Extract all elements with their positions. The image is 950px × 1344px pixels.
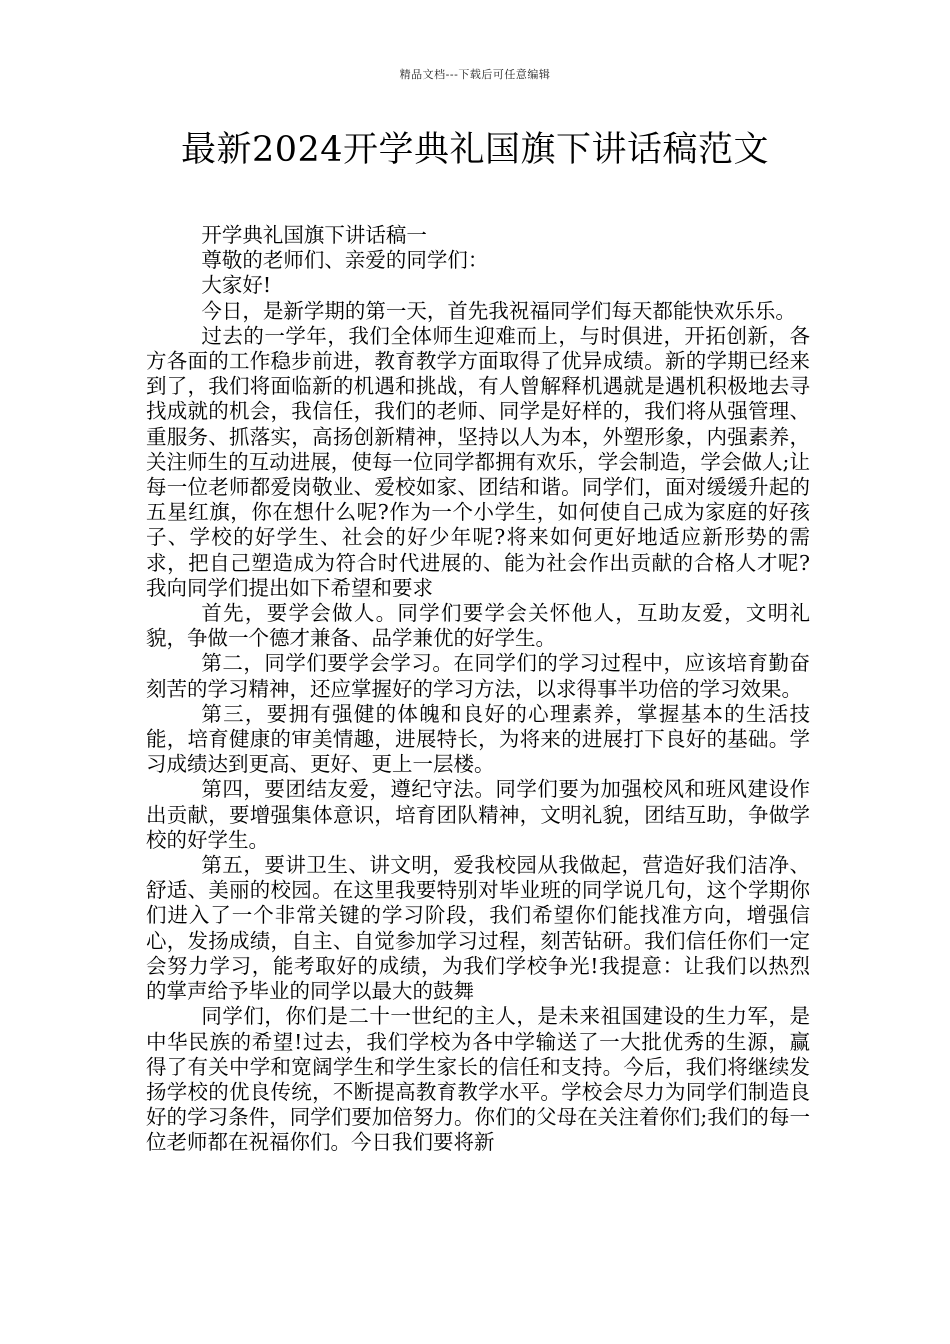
paragraph: 首先，要学会做人。同学们要学会关怀他人，互助友爱，文明礼貌，争做一个德才兼备、品学兼优的好学生。 [146,601,810,651]
document-body [146,223,810,1156]
paragraph: 第五，要讲卫生、讲文明，爱我校园从我做起，营造好我们洁净、舒适、美丽的校园。在这里我要特别对毕业班的同学说几句，这个学期你们进入了一个非常关键的学习阶段，我们希望你们能找准方向，增强信心，发扬成绩，自主、自觉参加学习过程，刻苦钻研。我们信任你们一定会努力学习，能考取好的成绩，为我们学校争光!我提意：让我们以热烈的掌声给予毕业的同学以最大的鼓舞 [146,853,810,1004]
paragraph: 开学典礼国旗下讲话稿一 [201,223,427,247]
header-note: 精品文档---下载后可任意编辑 [399,68,551,81]
paragraph: 同学们，你们是二十一世纪的主人，是未来祖国建设的生力军，是中华民族的希望!过去，我们学校为各中学输送了一大批优秀的生源，赢得了有关中学和宽阔学生和学生家长的信任和支持。今后，我们将继续发扬学校的优良传统，不断提高教育教学水平。学校会尽力为同学们制造良好的学习条件，同学们要加倍努力。你们的父母在关注着你们;我们的每一位老师都在祝福你们。今日我们要将新 [146,1004,810,1155]
paragraph: 过去的一学年，我们全体师生迎难而上，与时俱进，开拓创新，各方各面的工作稳步前进，教育教学方面取得了优异成绩。新的学期已经来到了，我们将面临新的机遇和挑战，有人曾解释机遇就是遇机积极地去寻找成就的机会，我信任，我们的老师、同学是好样的，我们将从强管理、重服务、抓落实，高扬创新精神，坚持以人为本，外塑形象，内强素养，关注师生的互动进展，使每一位同学都拥有欢乐，学会制造，学会做人;让每一位老师都爱岗敬业、爱校如家、团结和谐。同学们，面对缓缓升起的五星红旗，你在想什么呢?作为一个小学生，如何使自己成为家庭的好孩子、学校的好学生、社会的好少年呢?将来如何更好地适应新形势的需求，把自己塑造成为符合时代进展的、能为社会作出贡献的合格人才呢?我向同学们提出如下希望和要求 [146,323,810,600]
paragraph: 尊敬的老师们、亲爱的同学们： [201,248,489,273]
paragraph: 今日，是新学期的第一天，首先我祝福同学们每天都能快欢乐乐。 [201,298,796,323]
paragraph: 第三，要拥有强健的体魄和良好的心理素养，掌握基本的生活技能，培育健康的审美情趣，进展特长，为将来的进展打下良好的基础。学习成绩达到更高、更好、更上一层楼。 [146,701,810,777]
paragraph: 第四，要团结友爱，遵纪守法。同学们要为加强校风和班风建设作出贡献，要增强集体意识，培育团队精神，文明礼貌，团结互助，争做学校的好学生。 [146,777,810,852]
paragraph: 大家好! [201,273,272,298]
document-title: 最新2024开学典礼国旗下讲话稿范文 [180,130,770,170]
paragraph: 第二，同学们要学会学习。在同学们的学习过程中，应该培育勤奋刻苦的学习精神，还应掌握好的学习方法，以求得事半功倍的学习效果。 [146,651,810,701]
